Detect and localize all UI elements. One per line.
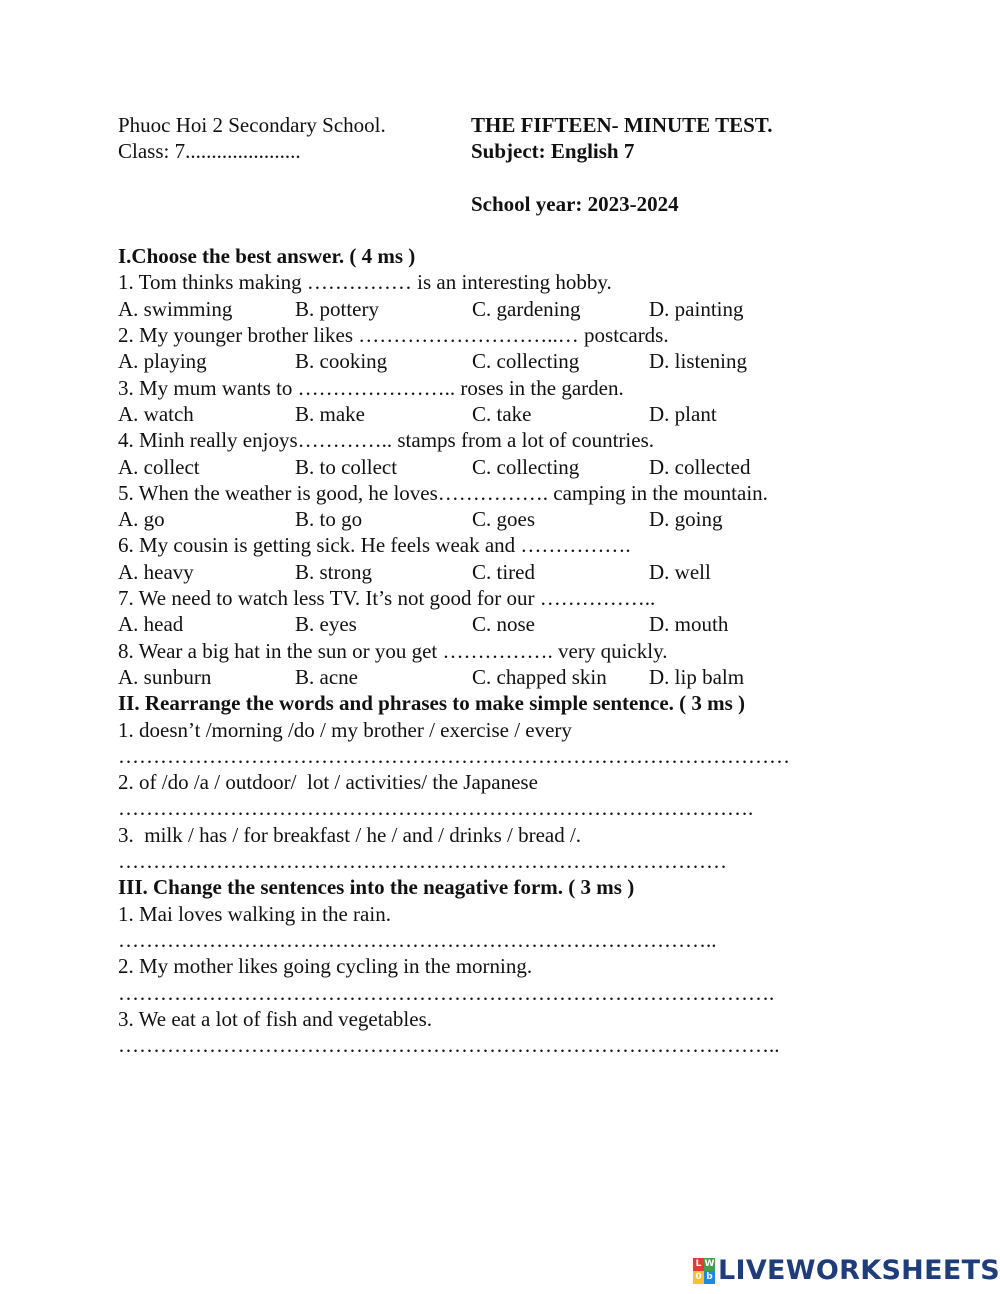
option-b[interactable]: B. acne (295, 664, 358, 689)
option-c[interactable]: C. nose (472, 612, 535, 637)
question-text: 3. My mum wants to ………………….. roses in the garden. (118, 375, 624, 400)
header-row-3 (118, 165, 898, 191)
option-d[interactable]: D. plant (649, 401, 717, 426)
logo-text: LIVEWORKSHEETS (718, 1255, 1000, 1286)
answer-blank[interactable]: ………………………………………………………………………………….. (118, 1033, 780, 1058)
negative-prompt: 1. Mai loves walking in the rain. (118, 901, 391, 926)
question-text: 1. Tom thinks making …………… is an interesting hobby. (118, 270, 612, 295)
option-c[interactable]: C. tired (472, 559, 535, 584)
option-c[interactable]: C. take (472, 401, 532, 426)
option-d[interactable]: D. mouth (649, 612, 729, 637)
option-c[interactable]: C. collecting (472, 349, 580, 374)
question-text: 8. Wear a big hat in the sun or you get ……………. very quickly. (118, 638, 668, 663)
liveworksheets-logo (693, 1255, 1000, 1286)
option-a[interactable]: A. heavy (118, 559, 194, 584)
option-c[interactable]: C. gardening (472, 296, 581, 321)
answer-options (118, 611, 898, 637)
answer-blank[interactable]: …………………………………………………………………………………. (118, 980, 775, 1005)
class-label: Class: 7...................... (118, 139, 301, 164)
option-d[interactable]: D. well (649, 559, 711, 584)
option-a[interactable]: A. watch (118, 401, 194, 426)
option-c[interactable]: C. collecting (472, 454, 580, 479)
question-text: 5. When the weather is good, he loves……………. camping in the mountain. (118, 480, 768, 505)
rearrange-prompt: 3. milk / has / for breakfast / he / and / drinks / bread /. (118, 822, 582, 847)
option-b[interactable]: B. to collect (295, 454, 398, 479)
section3-title: III. Change the sentences into the neagative form. ( 3 ms ) (118, 875, 635, 900)
answer-options (118, 296, 898, 322)
option-a[interactable]: A. sunburn (118, 664, 212, 689)
option-b[interactable]: B. strong (295, 559, 373, 584)
header-row-2 (118, 138, 898, 164)
section2-title: II. Rearrange the words and phrases to make simple sentence. ( 3 ms ) (118, 691, 746, 716)
question-text: 7. We need to watch less TV. It’s not good for our …………….. (118, 586, 656, 611)
option-a[interactable]: A. go (118, 507, 165, 532)
school-name: Phuoc Hoi 2 Secondary School. (118, 113, 386, 137)
option-a[interactable]: A. swimming (118, 296, 233, 321)
answer-options (118, 348, 898, 374)
answer-options (118, 401, 898, 427)
worksheet (118, 112, 898, 1058)
test-title: THE FIFTEEN- MINUTE TEST. (471, 113, 773, 137)
option-b[interactable]: B. make (295, 401, 365, 426)
answer-options (118, 664, 898, 690)
logo-mark-icon: L W 0 b (693, 1258, 715, 1284)
option-d[interactable]: D. listening (649, 349, 747, 374)
option-a[interactable]: A. head (118, 612, 184, 637)
option-d[interactable]: D. collected (649, 454, 751, 479)
answer-blank[interactable]: ………………………………………………………………………………. (118, 796, 754, 821)
question-text: 6. My cousin is getting sick. He feels weak and ……………. (118, 533, 631, 558)
option-a[interactable]: A. playing (118, 349, 207, 374)
answer-options (118, 454, 898, 480)
option-d[interactable]: D. going (649, 507, 723, 532)
option-a[interactable]: A. collect (118, 454, 200, 479)
question-text: 4. Minh really enjoys………….. stamps from a lot of countries. (118, 428, 655, 453)
option-b[interactable]: B. cooking (295, 349, 388, 374)
answer-options (118, 559, 898, 585)
option-b[interactable]: B. to go (295, 507, 363, 532)
header-row-4 (118, 191, 898, 217)
answer-blank[interactable]: …………………………………………………………………………………… (118, 743, 790, 768)
rearrange-prompt: 2. of /do /a / outdoor/ lot / activities/ the Japanese (118, 770, 538, 795)
header-row-1 (118, 112, 898, 138)
section1-title: I.Choose the best answer. ( 4 ms ) (118, 244, 416, 269)
negative-prompt: 2. My mother likes going cycling in the morning. (118, 954, 533, 979)
option-c[interactable]: C. goes (472, 507, 535, 532)
section1-questions (118, 269, 898, 690)
answer-blank[interactable]: ………………………………………………………………………….. (118, 927, 717, 952)
option-c[interactable]: C. chapped skin (472, 664, 607, 689)
school-year: School year: 2023-2024 (471, 191, 679, 216)
option-b[interactable]: B. eyes (295, 612, 357, 637)
answer-options (118, 506, 898, 532)
option-d[interactable]: D. lip balm (649, 664, 745, 689)
option-d[interactable]: D. painting (649, 296, 744, 321)
negative-prompt: 3. We eat a lot of fish and vegetables. (118, 1006, 432, 1031)
option-b[interactable]: B. pottery (295, 296, 379, 321)
subject: Subject: English 7 (471, 139, 635, 164)
rearrange-prompt: 1. doesn’t /morning /do / my brother / exercise / every (118, 717, 572, 742)
answer-blank[interactable]: …………………………………………………………………………… (118, 849, 727, 874)
question-text: 2. My younger brother likes ………………………..… postcards. (118, 323, 669, 348)
